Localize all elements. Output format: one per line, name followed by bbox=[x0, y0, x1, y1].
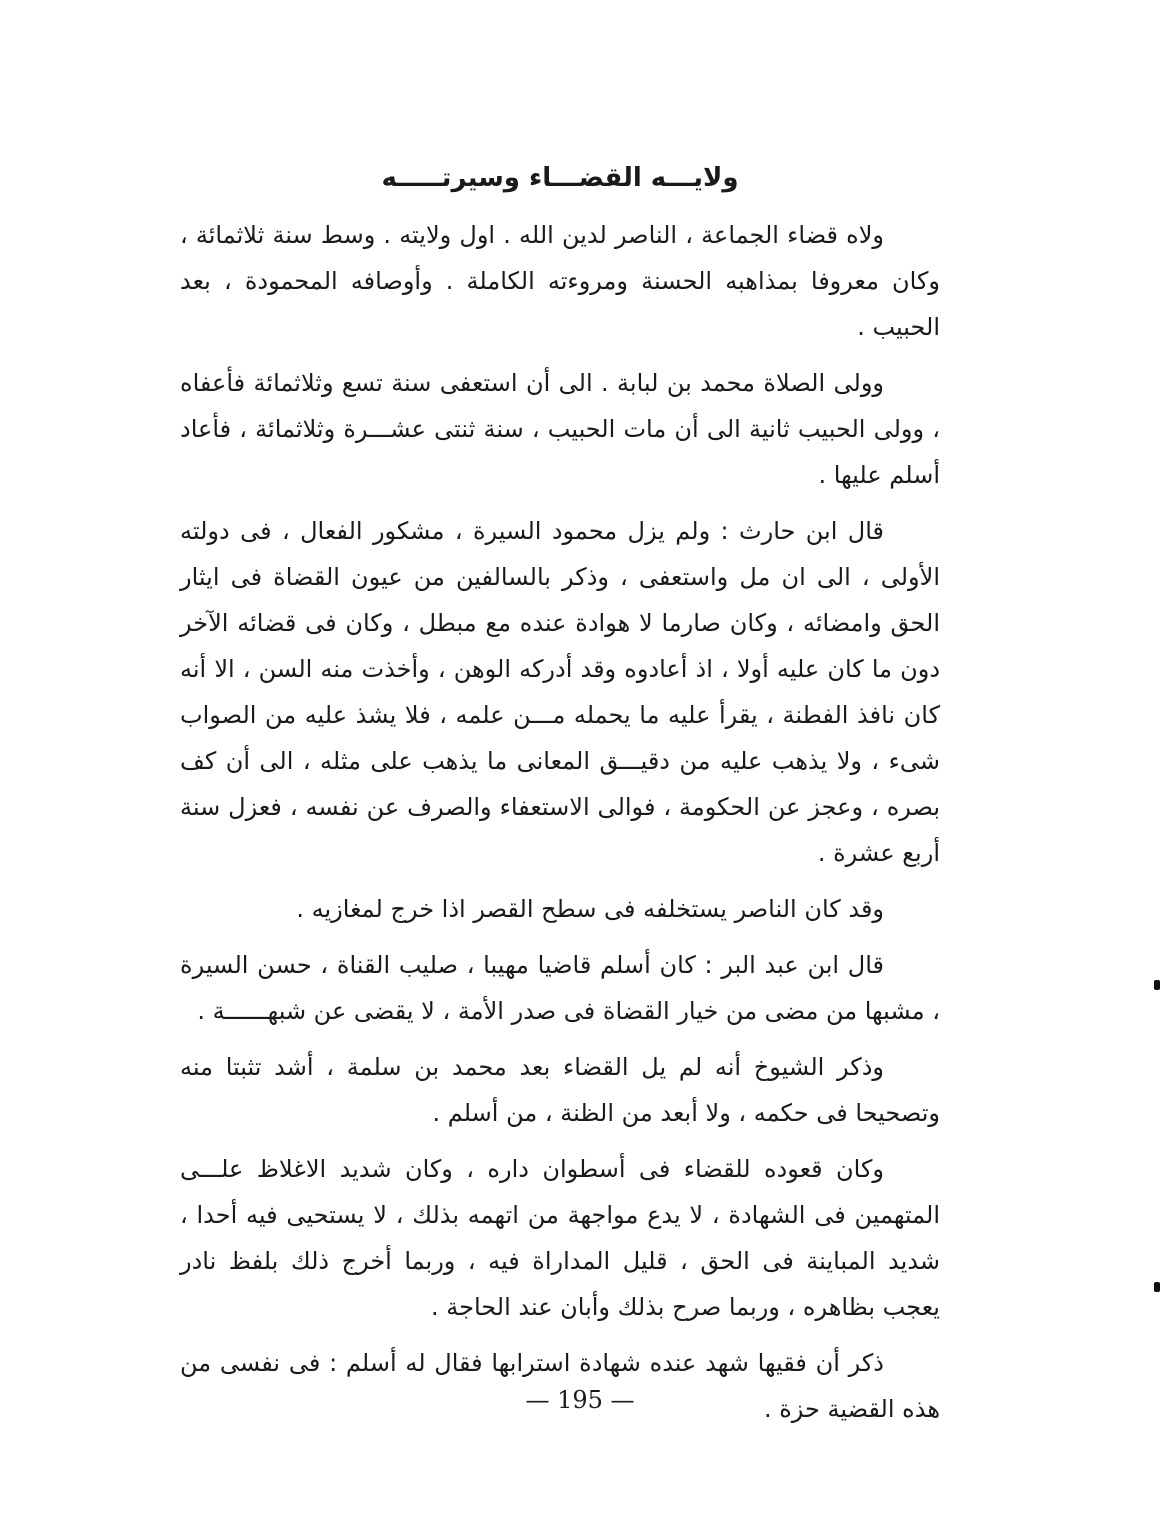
page-number: — 195 — bbox=[525, 1386, 635, 1414]
page-title: ولايـــه القضـــاء وسيرتـــــه bbox=[381, 163, 739, 193]
paragraph-6: وذكر الشيوخ أنه لم يل القضاء بعد محمد بن سلمة ، أشد تثبتا منه وتصحيحا فى حكمه ، ولا أبعد من الظنة ، من أسلم . bbox=[180, 1053, 940, 1127]
paragraph-8: ذكر أن فقيها شهد عنده شهادة استرابها فقال له أسلم : فى نفسى من هذه القضية حزة . bbox=[180, 1349, 940, 1423]
scan-margin-mark bbox=[1154, 1282, 1160, 1292]
paragraph-1: ولاه قضاء الجماعة ، الناصر لدين الله . اول ولايته . وسط سنة ثلاثمائة ، وكان معروفا بمذاهبه الحسنة ومروءته الكاملة . وأوصافه المحمودة ، بعد الحبيب . bbox=[180, 221, 940, 341]
paragraph-2: وولى الصلاة محمد بن لبابة . الى أن استعفى سنة تسع وثلاثمائة فأعفاه ، وولى الحبيب ثانية الى أن مات الحبيب ، سنة ثنتى عشـــرة وثلاثمائة ، فأعاد أسلم عليها . bbox=[180, 369, 940, 489]
paragraph-5: قال ابن عبد البر : كان أسلم قاضيا مهيبا ، صليب القناة ، حسن السيرة ، مشبها من مضى من خيار القضاة فى صدر الأمة ، لا يقضى عن شبهــــــة . bbox=[180, 951, 940, 1025]
paragraph-3: قال ابن حارث : ولم يزل محمود السيرة ، مشكور الفعال ، فى دولته الأولى ، الى ان مل واستعفى ، وذكر بالسالفين من عيون القضاة فى ايثار الحق وامضائه ، وكان صارما لا هوادة عنده مع مبطل ، وكان فى قضائه الآخر دون ما كان عليه أولا ، اذ أعادوه وقد أدركه الوهن ، وأخذت منه السن ، الا أنه كان نافذ الفطنة ، يقرأ عليه ما يحمله مـــن علمه ، فلا يشذ عليه من الصواب شىء ، ولا يذهب عليه من دقيـــق المعانى ما يذهب على مثله ، الى أن كف بصره ، وعجز عن الحكومة ، فوالى الاستعفاء والصرف عن نفسه ، فعزل سنة أربع عشرة . bbox=[180, 517, 940, 867]
scan-margin-mark bbox=[1154, 980, 1160, 990]
document-page bbox=[180, 150, 940, 1423]
paragraph-4: وقد كان الناصر يستخلفه فى سطح القصر اذا خرج لمغازيه . bbox=[296, 895, 884, 923]
paragraph-7: وكان قعوده للقضاء فى أسطوان داره ، وكان شديد الاغلاظ علـــى المتهمين فى الشهادة ، لا يدع مواجهة من اتهمه بذلك ، لا يستحيى فيه أحدا ، شديد المباينة فى الحق ، قليل المداراة فيه ، وربما أخرج ذلك بلفظ نادر يعجب بظاهره ، وربما صرح بذلك وأبان عند الحاجة . bbox=[180, 1155, 940, 1321]
